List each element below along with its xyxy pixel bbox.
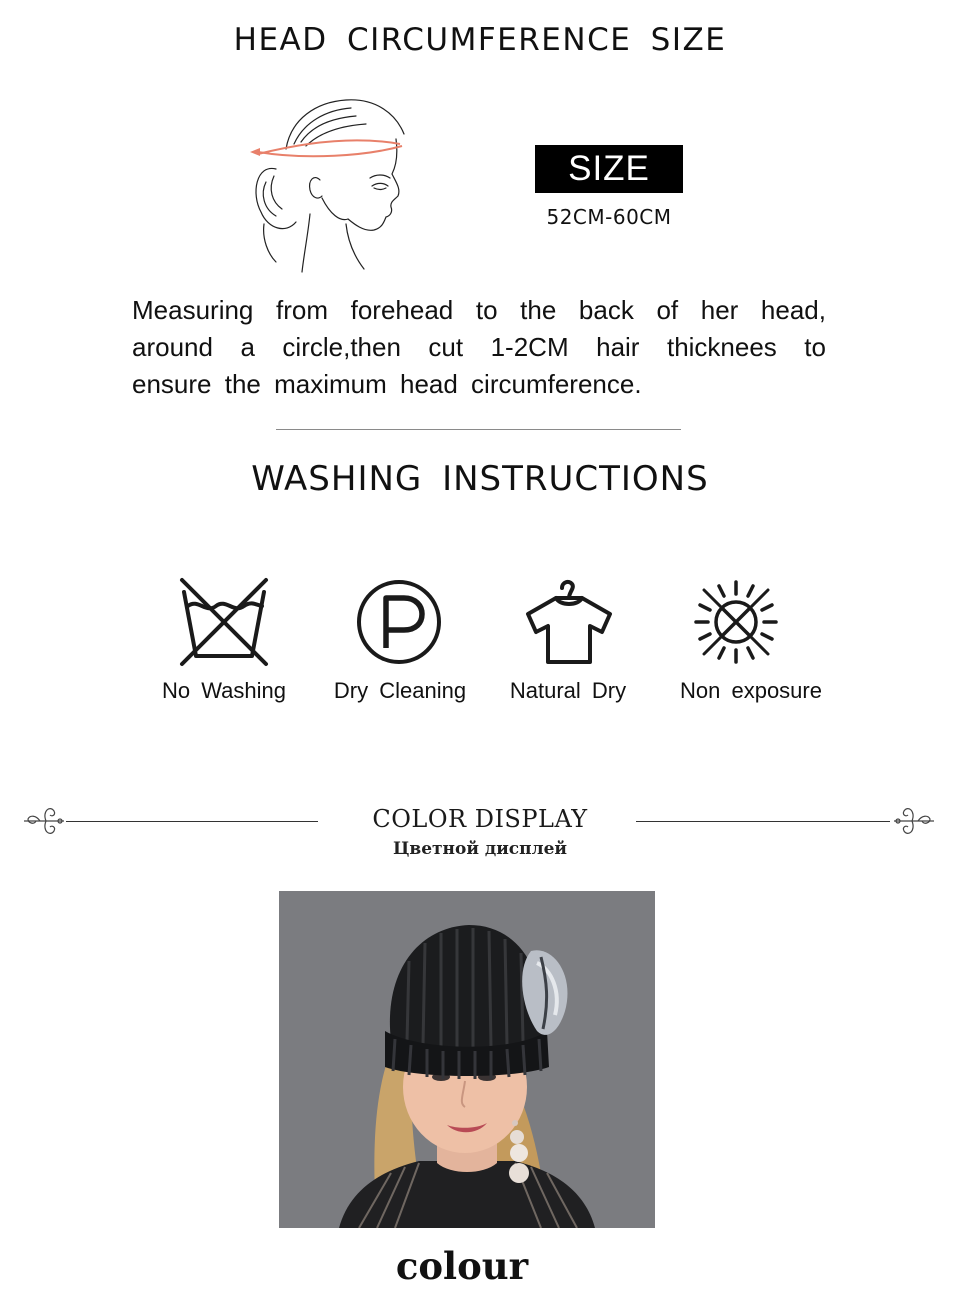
- no-washing-label: No Washing: [161, 678, 286, 703]
- head-measure-illustration: [246, 94, 416, 274]
- head-size-title: HEAD CIRCUMFERENCE SIZE: [233, 22, 727, 58]
- instruction-line: Measuring from forehead to the back of her head,: [132, 295, 826, 325]
- color-display-title: COLOR DISPLAY: [372, 805, 588, 833]
- instruction-line: ensure the maximum head circumference.: [132, 369, 642, 399]
- color-display-subtitle: Цветной дисплей: [392, 839, 568, 859]
- natural-dry-label: Natural Dry: [509, 678, 627, 703]
- dry-cleaning-icon: [354, 576, 444, 668]
- no-washing-icon: [176, 576, 272, 668]
- natural-dry-icon: [522, 576, 616, 668]
- non-exposure-label: Non exposure: [680, 678, 822, 703]
- product-photo: [279, 891, 655, 1228]
- colour-caption: colour: [395, 1244, 529, 1288]
- size-badge: SIZE: [535, 145, 683, 193]
- size-range: 52CM-60CM: [546, 205, 672, 229]
- section-divider: [276, 429, 681, 430]
- measurement-instructions: [132, 292, 826, 403]
- dry-cleaning-label: Dry Cleaning: [333, 678, 467, 703]
- instruction-line: around a circle,then cut 1-2CM hair thicknees to: [132, 332, 826, 362]
- washing-title: WASHING INSTRUCTIONS: [251, 459, 709, 499]
- non-exposure-icon: [690, 576, 782, 668]
